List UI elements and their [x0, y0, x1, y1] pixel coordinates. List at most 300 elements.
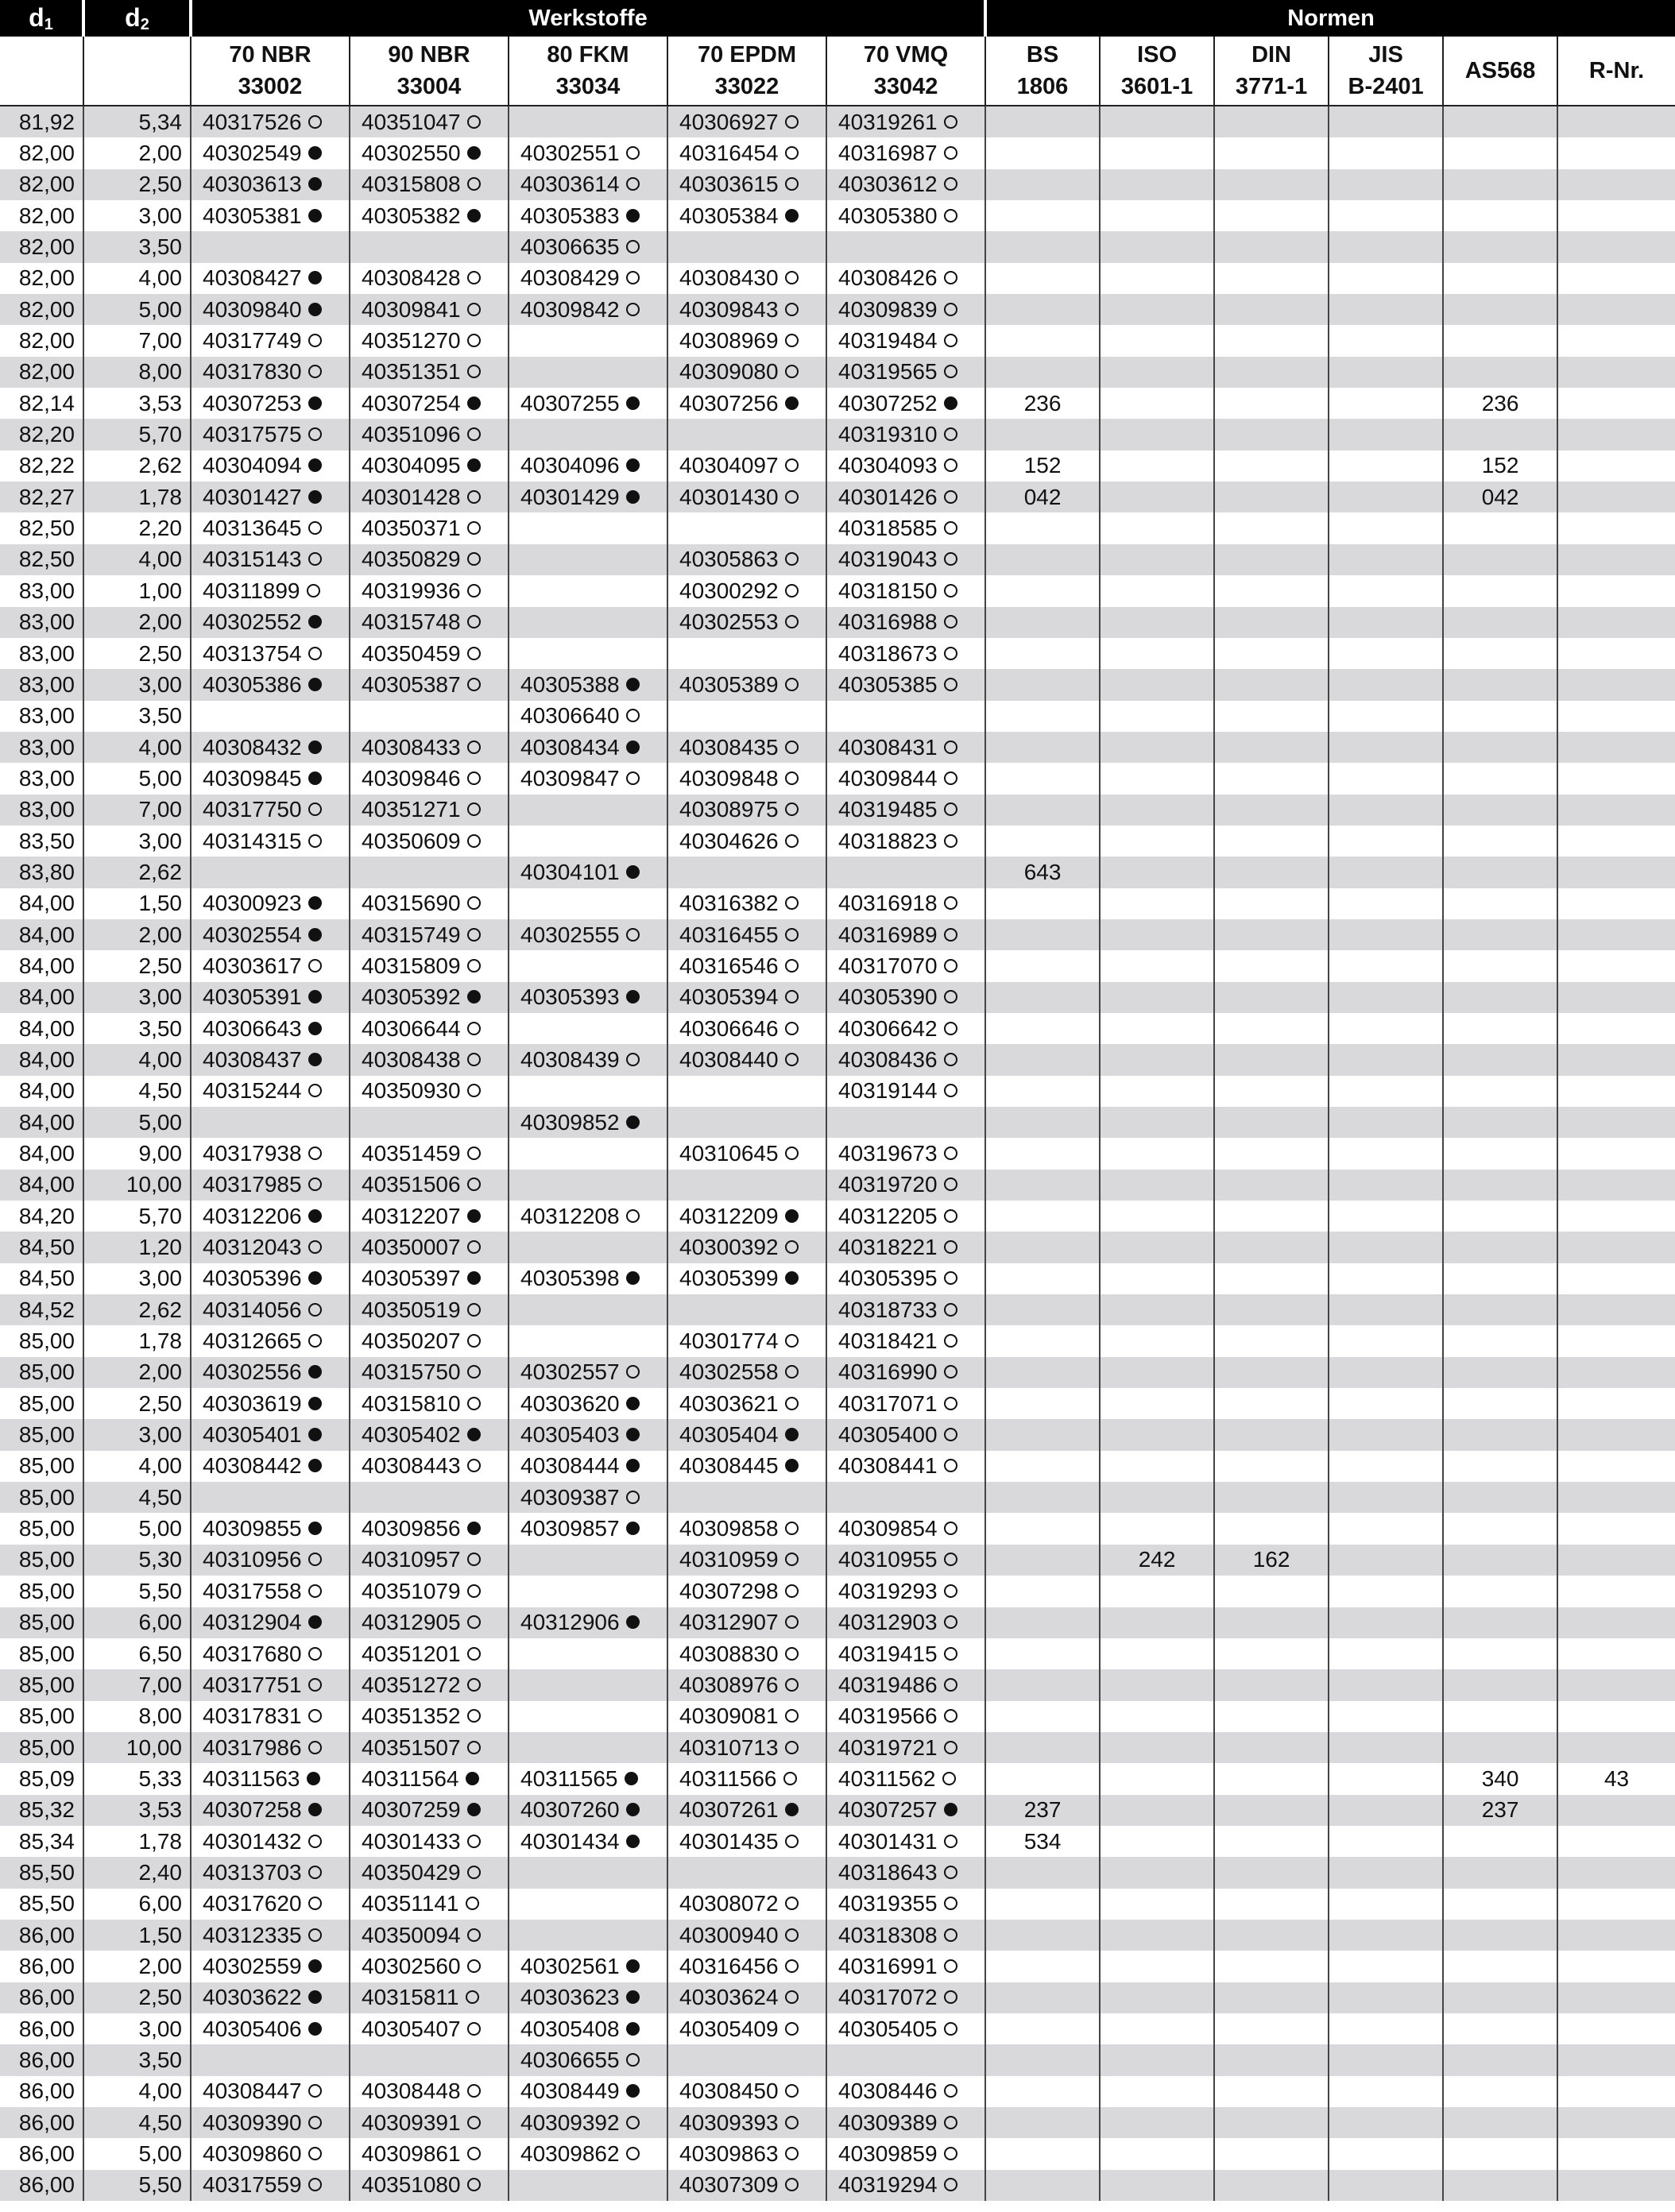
table-row — [0, 388, 1675, 419]
article-number: 40316454 — [679, 141, 779, 166]
material-cell — [667, 1482, 826, 1513]
d1-cell: 85,00 — [0, 1419, 83, 1450]
norm-cell — [985, 919, 1100, 950]
material-cell — [509, 263, 667, 294]
norm-cell — [1557, 2170, 1675, 2201]
norm-cell — [1329, 544, 1443, 575]
material-cell — [350, 2170, 509, 2201]
open-circle-icon — [467, 802, 481, 816]
norm-cell — [1443, 263, 1557, 294]
filled-circle-icon — [785, 1459, 799, 1472]
filled-circle-icon — [944, 396, 957, 410]
norm-cell — [1443, 1388, 1557, 1419]
open-circle-icon — [467, 584, 481, 597]
d2-symbol: d — [125, 2, 141, 32]
material-cell — [350, 106, 509, 137]
norm-cell — [1443, 1920, 1557, 1951]
open-circle-icon — [944, 521, 957, 535]
material-cell — [350, 2138, 509, 2169]
article-number: 40312208 — [520, 1203, 620, 1228]
article-number: 40319261 — [838, 109, 938, 134]
norm-cell — [1329, 419, 1443, 450]
article-number: 40304095 — [362, 453, 461, 478]
open-circle-icon — [785, 1584, 799, 1598]
article-number: 40306644 — [362, 1015, 461, 1041]
material-column-header-2 — [350, 37, 509, 106]
table-row — [0, 357, 1675, 388]
article-number: 40350609 — [362, 828, 461, 853]
article-number: 40351201 — [362, 1641, 461, 1666]
norm-cell — [1329, 1545, 1443, 1576]
norm-cell — [1443, 2044, 1557, 2075]
filled-circle-icon — [626, 1522, 640, 1535]
material-cell — [350, 919, 509, 950]
open-circle-icon — [308, 1303, 322, 1317]
norm-cell — [985, 419, 1100, 450]
material-cell — [826, 419, 985, 450]
article-number: 40315690 — [362, 891, 461, 916]
article-number: 40305380 — [838, 203, 938, 228]
open-circle-icon — [944, 1459, 957, 1472]
material-cell — [191, 638, 350, 669]
norm-cell — [1443, 1201, 1557, 1232]
material-cell — [509, 1451, 667, 1482]
material-cell — [826, 1044, 985, 1075]
article-number: 40305401 — [203, 1422, 302, 1448]
article-number: 40305397 — [362, 1266, 461, 1291]
material-cell — [191, 231, 350, 262]
article-number: 40308444 — [520, 1453, 620, 1479]
material-cell — [350, 1513, 509, 1544]
norm-cell — [1100, 200, 1214, 231]
norm-cell — [1329, 982, 1443, 1013]
open-circle-icon — [467, 1615, 481, 1629]
open-circle-icon — [785, 834, 799, 848]
material-cell — [191, 1701, 350, 1732]
filled-circle-icon — [308, 615, 322, 628]
open-circle-icon — [944, 1303, 957, 1317]
open-circle-icon — [467, 647, 481, 660]
norm-cell — [985, 607, 1100, 638]
norm-cell — [1329, 1638, 1443, 1669]
table-row — [0, 1044, 1675, 1075]
open-circle-icon — [626, 2147, 640, 2160]
open-circle-icon — [785, 177, 799, 191]
norm-cell — [1443, 857, 1557, 888]
article-number: 40312905 — [362, 1610, 461, 1635]
material-cell — [191, 2076, 350, 2107]
d2-cell: 5,00 — [83, 1513, 191, 1544]
material-cell — [667, 419, 826, 450]
article-number: 40308072 — [679, 1891, 779, 1916]
article-number: 40304097 — [679, 453, 779, 478]
material-cell — [350, 1357, 509, 1388]
open-circle-icon — [785, 990, 799, 1004]
material-cell — [191, 1638, 350, 1669]
open-circle-icon — [467, 1584, 481, 1598]
norm-cell — [1214, 106, 1329, 137]
open-circle-icon — [785, 271, 799, 284]
norm-cell — [985, 1107, 1100, 1138]
article-number: 40308450 — [679, 2079, 779, 2104]
d1-cell: 85,00 — [0, 1513, 83, 1544]
article-number: 40309842 — [520, 296, 620, 322]
material-cell — [826, 669, 985, 700]
norm-column-header-2-line2: 3601-1 — [1120, 74, 1193, 99]
d1-cell: 85,00 — [0, 1451, 83, 1482]
open-circle-icon — [626, 928, 640, 942]
norm-cell — [1100, 1857, 1214, 1888]
open-circle-icon — [785, 1147, 799, 1160]
norm-cell — [985, 325, 1100, 356]
material-cell — [350, 950, 509, 981]
table-row — [0, 701, 1675, 732]
filled-circle-icon — [308, 678, 322, 691]
norm-cell — [1443, 1607, 1557, 1638]
material-cell — [191, 1763, 350, 1794]
d1-cell: 86,00 — [0, 2013, 83, 2044]
open-circle-icon — [944, 1615, 957, 1629]
material-cell — [191, 1201, 350, 1232]
material-cell — [509, 1920, 667, 1951]
norm-cell — [1557, 1482, 1675, 1513]
d2-cell: 2,20 — [83, 512, 191, 543]
open-circle-icon — [944, 1209, 957, 1223]
open-circle-icon — [785, 2084, 799, 2098]
open-circle-icon — [308, 334, 322, 347]
d2-cell: 2,50 — [83, 1982, 191, 2013]
norm-cell — [1100, 1076, 1214, 1107]
article-number: 40309863 — [679, 2141, 779, 2167]
filled-circle-icon — [626, 1116, 640, 1129]
material-cell — [509, 2076, 667, 2107]
d1-cell: 84,00 — [0, 1044, 83, 1075]
open-circle-icon — [467, 1365, 481, 1379]
article-number: 40309390 — [203, 2110, 302, 2135]
article-number: 40307298 — [679, 1578, 779, 1603]
article-number: 40350519 — [362, 1297, 461, 1322]
norm-cell — [1214, 1482, 1329, 1513]
open-circle-icon — [467, 2084, 481, 2098]
norm-cell — [985, 1576, 1100, 1607]
article-number: 40351352 — [362, 1703, 461, 1729]
d1-cell: 85,00 — [0, 1545, 83, 1576]
norm-cell — [985, 200, 1100, 231]
open-circle-icon — [944, 1866, 957, 1879]
article-number: 40309393 — [679, 2110, 779, 2135]
norm-cell — [1329, 1482, 1443, 1513]
norm-cell — [1557, 544, 1675, 575]
norm-cell — [1557, 607, 1675, 638]
d2-cell: 2,00 — [83, 1951, 191, 1982]
open-circle-icon — [944, 741, 957, 754]
material-cell — [509, 1763, 667, 1794]
norm-cell — [1329, 701, 1443, 732]
material-cell — [350, 231, 509, 262]
filled-circle-icon — [785, 1271, 799, 1285]
d2-cell: 8,00 — [83, 1701, 191, 1732]
norm-cell — [1214, 638, 1329, 669]
material-cell — [191, 2013, 350, 2044]
material-cell — [509, 2044, 667, 2075]
filled-circle-icon — [626, 490, 640, 504]
norm-cell — [1443, 638, 1557, 669]
material-cell — [667, 1076, 826, 1107]
d2-cell: 4,00 — [83, 732, 191, 763]
open-circle-icon — [308, 834, 322, 848]
material-cell — [350, 2013, 509, 2044]
article-number: 40309858 — [679, 1516, 779, 1541]
article-number: 40308975 — [679, 797, 779, 822]
open-circle-icon — [944, 115, 957, 129]
article-number: 40304626 — [679, 828, 779, 853]
norm-cell — [985, 763, 1100, 794]
article-number: 40307255 — [520, 390, 620, 416]
article-number: 40302552 — [203, 609, 302, 635]
material-cell — [191, 451, 350, 481]
norm-cell — [1329, 2138, 1443, 2169]
material-cell — [509, 795, 667, 826]
article-number: 40310957 — [362, 1547, 461, 1572]
norm-cell — [1329, 1795, 1443, 1826]
open-circle-icon — [785, 959, 799, 973]
norm-cell — [1214, 701, 1329, 732]
article-number: 40308439 — [520, 1046, 620, 1072]
d2-cell: 3,00 — [83, 826, 191, 857]
norm-cell — [985, 2044, 1100, 2075]
norm-cell — [1100, 2138, 1214, 2169]
material-cell — [350, 2044, 509, 2075]
material-cell — [509, 1138, 667, 1169]
material-cell — [191, 1357, 350, 1388]
material-cell — [667, 1638, 826, 1669]
norm-cell — [1214, 1607, 1329, 1638]
norm-cell — [1443, 294, 1557, 325]
norm-cell — [1100, 1201, 1214, 1232]
material-cell — [826, 231, 985, 262]
material-cell — [667, 481, 826, 512]
d2-cell: 9,00 — [83, 1138, 191, 1169]
material-cell — [826, 607, 985, 638]
article-number: 40307253 — [203, 390, 302, 416]
article-number: 40317830 — [203, 359, 302, 385]
material-cell — [191, 1669, 350, 1700]
d2-cell: 5,70 — [83, 419, 191, 450]
open-circle-icon — [467, 365, 481, 378]
material-cell — [826, 137, 985, 168]
norm-cell — [1100, 763, 1214, 794]
open-circle-icon — [944, 146, 957, 160]
open-circle-icon — [944, 334, 957, 347]
filled-circle-icon — [467, 396, 481, 410]
filled-circle-icon — [308, 396, 322, 410]
d1-cell: 86,00 — [0, 2138, 83, 2169]
open-circle-icon — [944, 1709, 957, 1723]
material-cell — [509, 106, 667, 137]
article-number: 40318150 — [838, 578, 938, 603]
open-circle-icon — [467, 1084, 481, 1097]
norm-cell — [1329, 826, 1443, 857]
material-cell — [509, 1889, 667, 1920]
article-number: 40309845 — [203, 765, 302, 791]
norm-cell — [1100, 1607, 1214, 1638]
table-row — [0, 325, 1675, 356]
norm-cell — [1100, 1388, 1214, 1419]
material-cell — [509, 1388, 667, 1419]
d2-cell: 5,00 — [83, 2138, 191, 2169]
open-circle-icon — [944, 1240, 957, 1254]
filled-circle-icon — [626, 2084, 640, 2098]
d1-cell: 84,00 — [0, 919, 83, 950]
norm-cell — [985, 1325, 1100, 1356]
norm-cell — [1214, 763, 1329, 794]
norm-cell — [985, 1607, 1100, 1638]
material-column-header-4 — [667, 37, 826, 106]
open-circle-icon — [308, 1334, 322, 1348]
open-circle-icon — [308, 2178, 322, 2191]
article-number: 40312904 — [203, 1610, 302, 1635]
material-cell — [667, 1419, 826, 1450]
d2-cell: 2,50 — [83, 950, 191, 981]
open-circle-icon — [944, 552, 957, 566]
material-column-header-2-line2: 33004 — [397, 74, 462, 99]
material-cell — [826, 1638, 985, 1669]
article-number: 40350007 — [362, 1235, 461, 1260]
norm-cell — [1329, 950, 1443, 981]
filled-circle-icon — [626, 678, 640, 691]
norm-column-header-1-line2: 1806 — [1016, 74, 1069, 99]
open-circle-icon — [785, 615, 799, 628]
article-number: 40319043 — [838, 547, 938, 572]
material-cell — [667, 512, 826, 543]
norm-cell — [1329, 512, 1443, 543]
norms-group-header: Normen — [985, 0, 1675, 37]
material-column-header-1-line2: 33002 — [238, 74, 303, 99]
article-number: 40312205 — [838, 1203, 938, 1228]
d1-cell: 83,00 — [0, 763, 83, 794]
norm-cell — [1443, 1107, 1557, 1138]
material-cell — [667, 1545, 826, 1576]
open-circle-icon — [467, 1741, 481, 1754]
norm-cell — [1329, 106, 1443, 137]
norm-cell — [1443, 1732, 1557, 1763]
article-number: 40309846 — [362, 765, 461, 791]
table-header — [0, 0, 1675, 106]
article-number: 40301434 — [520, 1828, 620, 1854]
open-circle-icon — [944, 771, 957, 785]
material-cell — [509, 1982, 667, 2013]
open-circle-icon — [467, 1928, 481, 1942]
norm-cell — [1214, 2170, 1329, 2201]
norm-cell — [1329, 1263, 1443, 1294]
article-number: 40305402 — [362, 1422, 461, 1448]
article-number: 40302557 — [520, 1359, 620, 1385]
table-row — [0, 888, 1675, 919]
material-cell — [667, 2170, 826, 2201]
article-number: 40312903 — [838, 1610, 938, 1635]
article-number: 40312206 — [203, 1203, 302, 1228]
norm-cell — [985, 732, 1100, 763]
norm-cell — [1100, 1263, 1214, 1294]
article-number: 40308431 — [838, 734, 938, 760]
material-cell — [667, 1857, 826, 1888]
material-cell — [191, 544, 350, 575]
material-cell — [350, 169, 509, 200]
article-number: 40305381 — [203, 203, 302, 228]
norm-cell — [1329, 2107, 1443, 2138]
article-number: 40305394 — [679, 984, 779, 1010]
open-circle-icon — [785, 678, 799, 691]
article-number: 40302555 — [520, 922, 620, 947]
d1-cell: 84,00 — [0, 950, 83, 981]
norm-cell: 643 — [985, 857, 1100, 888]
d2-cell: 5,00 — [83, 294, 191, 325]
table-row — [0, 1763, 1675, 1794]
material-cell — [191, 1388, 350, 1419]
norm-cell — [985, 1732, 1100, 1763]
header-group-row — [0, 0, 1675, 37]
material-cell — [667, 1107, 826, 1138]
article-number: 40312907 — [679, 1610, 779, 1635]
article-number: 40300940 — [679, 1922, 779, 1947]
table-row — [0, 419, 1675, 450]
open-circle-icon — [944, 1022, 957, 1035]
article-number: 40309080 — [679, 359, 779, 385]
norm-cell — [1100, 950, 1214, 981]
norm-cell — [1329, 732, 1443, 763]
filled-circle-icon — [467, 1271, 481, 1285]
norm-cell — [1214, 1044, 1329, 1075]
material-cell — [191, 106, 350, 137]
open-circle-icon — [467, 1678, 481, 1692]
material-cell — [350, 1263, 509, 1294]
d1-cell: 84,50 — [0, 1263, 83, 1294]
d2-cell: 2,00 — [83, 607, 191, 638]
norm-cell — [1443, 2107, 1557, 2138]
table-row — [0, 2107, 1675, 2138]
material-cell — [509, 919, 667, 950]
d1-cell: 83,00 — [0, 795, 83, 826]
table-row — [0, 137, 1675, 168]
open-circle-icon — [467, 1147, 481, 1160]
table-row — [0, 544, 1675, 575]
norm-cell — [985, 1232, 1100, 1263]
filled-circle-icon — [308, 209, 322, 222]
d2-cell: 3,00 — [83, 1263, 191, 1294]
norm-cell — [1443, 231, 1557, 262]
material-cell — [667, 795, 826, 826]
norm-cell — [1100, 919, 1214, 950]
material-cell — [509, 419, 667, 450]
article-number: 40303614 — [520, 172, 620, 197]
material-cell — [826, 294, 985, 325]
material-cell — [826, 1201, 985, 1232]
d1-cell: 85,00 — [0, 1732, 83, 1763]
material-cell — [191, 1451, 350, 1482]
d2-cell: 1,78 — [83, 1826, 191, 1857]
open-circle-icon — [944, 1835, 957, 1848]
filled-circle-icon — [308, 458, 322, 472]
material-cell — [350, 2107, 509, 2138]
filled-circle-icon — [626, 1803, 640, 1816]
table-row — [0, 1576, 1675, 1607]
table-row — [0, 106, 1675, 137]
norm-cell: 162 — [1214, 1545, 1329, 1576]
open-circle-icon — [467, 1959, 481, 1973]
open-circle-icon — [467, 521, 481, 535]
material-cell — [667, 826, 826, 857]
material-cell — [826, 1763, 985, 1794]
